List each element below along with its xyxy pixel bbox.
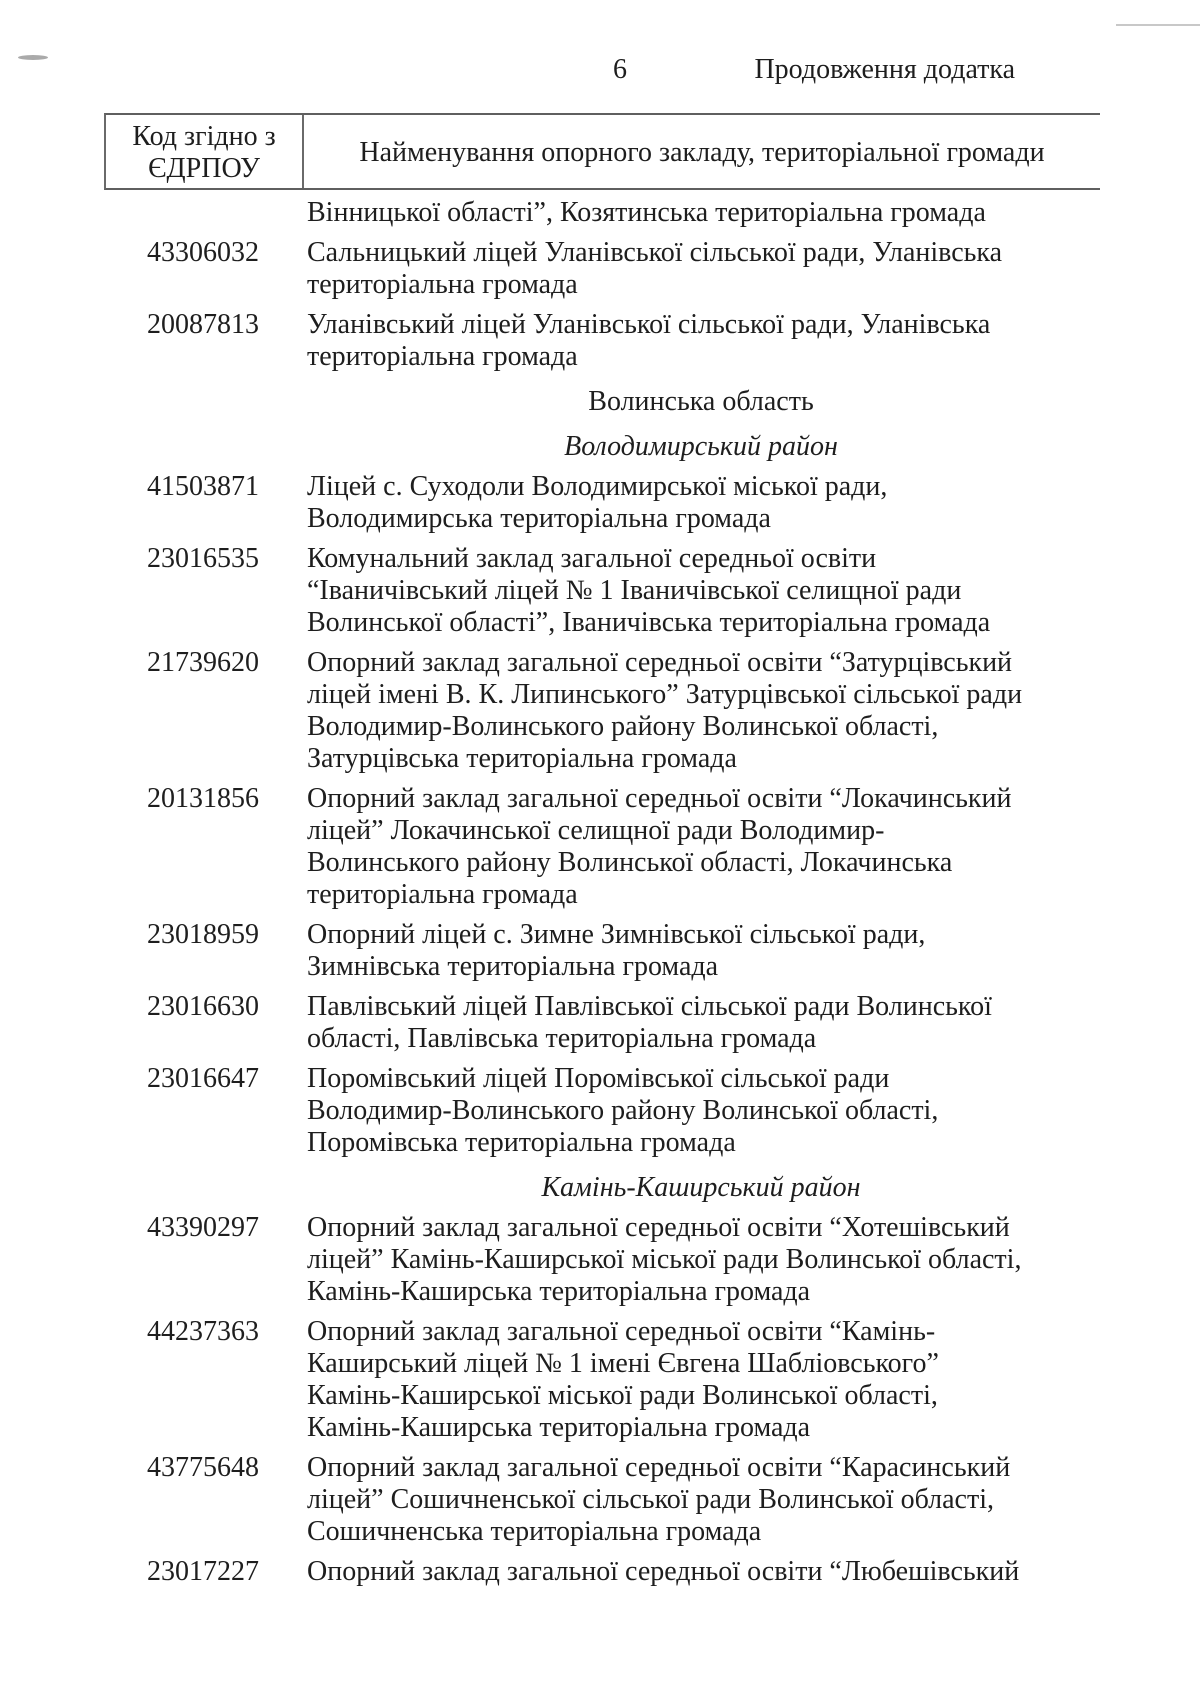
edrpou-code: 43390297 xyxy=(147,1212,259,1243)
table-row xyxy=(104,991,1114,1055)
district-heading: Володимирський район xyxy=(564,431,838,462)
edrpou-code: 20131856 xyxy=(147,783,259,814)
region-heading: Волинська область xyxy=(588,386,814,417)
table-header xyxy=(104,113,1100,190)
edrpou-code: 23016630 xyxy=(147,991,259,1022)
page-header xyxy=(0,54,1200,86)
institution-name: Опорний заклад загальної середньої освіти “Камінь-Каширський ліцей № 1 імені Євгена Шабліовського” Камінь-Каширської міської ради Волинської області, Камінь-Каширська територіальна громада xyxy=(307,1316,939,1443)
institution-name: Сальницький ліцей Уланівської сільської ради, Уланівська територіальна громада xyxy=(307,237,1003,300)
table-row xyxy=(104,471,1114,535)
institution-name: Опорний ліцей с. Зимне Зимнівської сільської ради, Зимнівська територіальна громада xyxy=(307,919,926,982)
table-row xyxy=(104,543,1114,639)
institution-name: Уланівський ліцей Уланівської сільської ради, Уланівська територіальна громада xyxy=(307,309,991,372)
table-row xyxy=(104,1556,1114,1588)
edrpou-code: 43306032 xyxy=(147,237,259,268)
edrpou-code: 23016647 xyxy=(147,1063,259,1094)
table-row xyxy=(104,1212,1114,1308)
edrpou-code: 43775648 xyxy=(147,1452,259,1483)
institution-name: Опорний заклад загальної середньої освіти “Затурцівський ліцей імені В. К. Липинського” Затурцівської сільської ради Володимир-Волинського району Волинської області, Затурцівська територіальна громада xyxy=(307,647,1023,774)
page-number: 6 xyxy=(613,54,627,85)
table-row xyxy=(104,647,1114,775)
table-row xyxy=(104,237,1114,301)
table-row xyxy=(104,1063,1114,1159)
table-row xyxy=(104,919,1114,983)
institution-name: Павлівський ліцей Павлівської сільської ради Волинської області, Павлівська територіальна громада xyxy=(307,991,992,1054)
continuation-note: Продовження додатка xyxy=(754,54,1015,85)
edrpou-code: 44237363 xyxy=(147,1316,259,1347)
edrpou-code: 21739620 xyxy=(147,647,259,678)
institution-name: Ліцей с. Суходоли Володимирської міської ради, Володимирська територіальна громада xyxy=(307,471,888,534)
edrpou-code: 20087813 xyxy=(147,309,259,340)
column-header-name: Найменування опорного закладу, територіальної громади xyxy=(359,136,1045,168)
table-row xyxy=(104,783,1114,911)
edrpou-code: 23018959 xyxy=(147,919,259,950)
edrpou-code: 23017227 xyxy=(147,1556,259,1587)
institution-name: Опорний заклад загальної середньої освіти “Хотешівський ліцей” Камінь-Каширської міської ради Волинської області, Камінь-Каширська територіальна громада xyxy=(307,1212,1022,1307)
institution-name: Вінницької області”, Козятинська територіальна громада xyxy=(307,197,986,228)
table-row xyxy=(104,197,1114,229)
table-row xyxy=(104,1452,1114,1548)
table-row xyxy=(104,1316,1114,1444)
institution-name: Опорний заклад загальної середньої освіти “Любешівський xyxy=(307,1556,1020,1587)
table-body xyxy=(104,190,1114,1588)
institution-name: Опорний заклад загальної середньої освіти “Локачинський ліцей” Локачинської селищної ради Володимир-Волинського району Волинської області, Локачинська територіальна громада xyxy=(307,783,1012,910)
institution-name: Опорний заклад загальної середньої освіти “Карасинський ліцей” Сошичненської сільської ради Волинської області, Сошичненська територіальна громада xyxy=(307,1452,1011,1547)
scan-artifact-smudge xyxy=(18,55,48,60)
scan-artifact-line xyxy=(1116,24,1200,26)
column-header-code: Код згідно з ЄДРПОУ xyxy=(106,115,304,188)
edrpou-code: 23016535 xyxy=(147,543,259,574)
table-row xyxy=(104,309,1114,373)
edrpou-code: 41503871 xyxy=(147,471,259,502)
district-heading: Камінь-Каширський район xyxy=(541,1172,861,1203)
institution-name: Поромівський ліцей Поромівської сільської ради Володимир-Волинського району Волинської області, Поромівська територіальна громада xyxy=(307,1063,939,1158)
institution-name: Комунальний заклад загальної середньої освіти “Іваничівський ліцей № 1 Іваничівської селищної ради Волинської області”, Іваничівська територіальна громада xyxy=(307,543,991,638)
